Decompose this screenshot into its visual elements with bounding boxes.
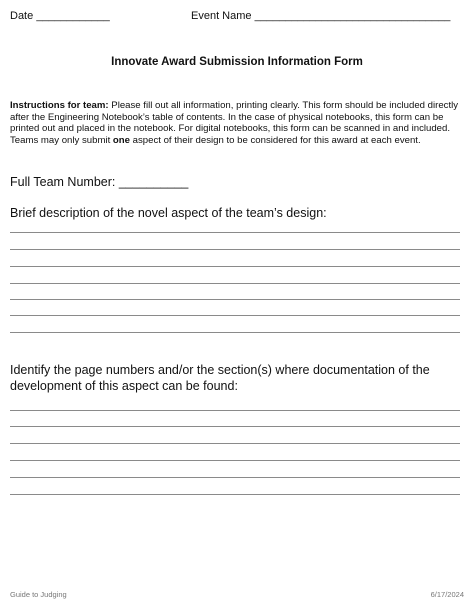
- answer-line[interactable]: [10, 332, 460, 333]
- answer-line[interactable]: [10, 477, 460, 478]
- answer-line[interactable]: [10, 410, 460, 411]
- footer-left: Guide to Judging: [10, 590, 67, 599]
- answer-line[interactable]: [10, 249, 460, 250]
- date-field[interactable]: [10, 10, 110, 22]
- team-number-blank[interactable]: __________: [118, 175, 189, 189]
- answer-line[interactable]: [10, 494, 460, 495]
- instructions-emphasis: one: [112, 134, 130, 146]
- form-title: Innovate Award Submission Information Form: [111, 56, 363, 68]
- instructions-text-after: aspect of their design to be considered for this award at each event.: [129, 134, 421, 146]
- answer-line[interactable]: [10, 443, 460, 444]
- footer-right: 6/17/2024: [430, 590, 464, 599]
- instructions-text-before: Please fill out all information, printing clearly. This form should be included directly after the Engineering Notebook’s table of contents. In the case of physical notebooks, this form can be printed out and placed in the notebook. For digital notebooks, this form can be scanned in and included. Teams may only submit: [10, 100, 459, 146]
- question-page-numbers: Identify the page numbers and/or the section(s) where documentation of the development of this aspect can be found:: [10, 363, 430, 393]
- event-name-blank[interactable]: ________________________________: [254, 10, 451, 22]
- event-name-field[interactable]: [191, 10, 450, 22]
- answer-line[interactable]: [10, 460, 460, 461]
- answer-line[interactable]: [10, 283, 460, 284]
- answer-line[interactable]: [10, 426, 460, 427]
- instructions-paragraph: [10, 100, 468, 146]
- date-blank[interactable]: ____________: [36, 10, 110, 22]
- instructions-lead: Instructions for team:: [10, 100, 109, 111]
- event-name-label: Event Name: [191, 10, 252, 22]
- answer-line[interactable]: [10, 299, 460, 300]
- team-number-field[interactable]: [10, 174, 465, 190]
- question-novel-aspect: Brief description of the novel aspect of the team’s design:: [10, 206, 327, 220]
- answer-line[interactable]: [10, 232, 460, 233]
- team-number-label: Full Team Number:: [10, 175, 116, 189]
- answer-line[interactable]: [10, 266, 460, 267]
- date-label: Date: [10, 10, 34, 22]
- answer-line[interactable]: [10, 315, 460, 316]
